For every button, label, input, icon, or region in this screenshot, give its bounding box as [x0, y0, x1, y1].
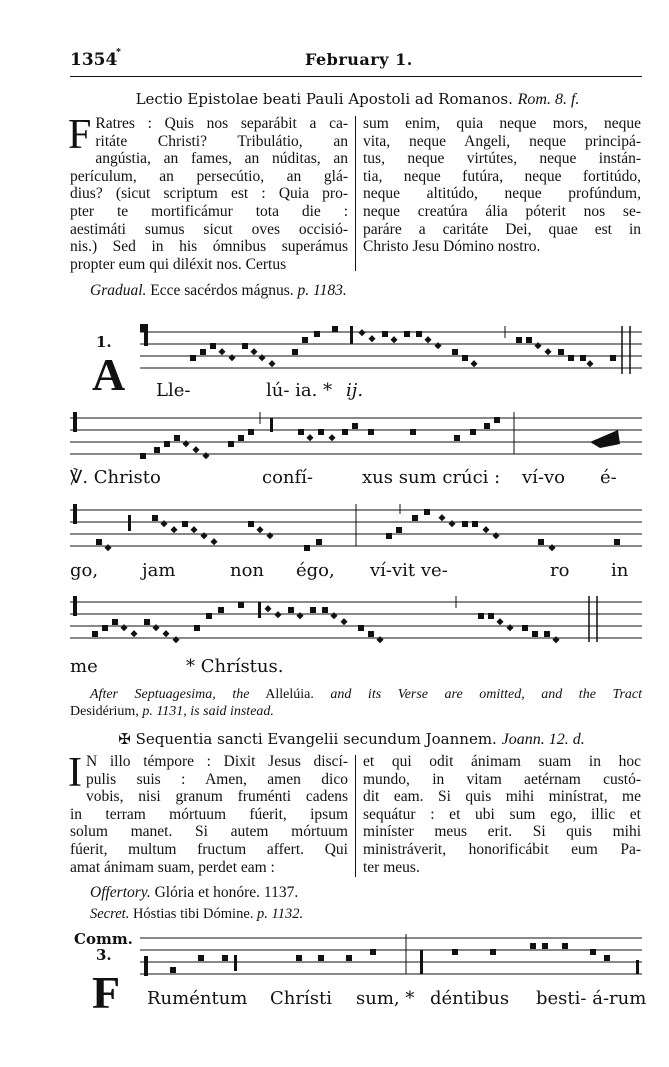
text-line: ministráverit, honorificábit eum Pa- — [363, 840, 641, 858]
lyric-syllable: ℣. Christo — [70, 467, 161, 488]
lyric-syllable: ro — [550, 560, 570, 581]
text-line: et qui odit ánimam suam in hoc — [363, 753, 641, 770]
text-line: vita, neque Angeli, neque principá- — [363, 132, 641, 150]
epistle-heading-text: Lectio Epistolae beati Pauli Apostoli ad Romanos. — [135, 90, 513, 108]
lyric-syllable: lú- ia. * — [266, 380, 333, 401]
lyrics-5 — [70, 988, 647, 1012]
gospel-heading-text: Sequentia sancti Evangelii secundum Joannem. — [135, 730, 497, 748]
staff-4 — [70, 592, 642, 648]
rubric-text: After Septuagesima, the — [90, 687, 250, 702]
offertory-label: Offertory. — [90, 884, 151, 901]
secret-ref: p. 1132. — [257, 906, 304, 922]
lyric-syllable: * Chrístus. — [186, 656, 284, 677]
gospel-initial: I — [68, 750, 82, 796]
text-line: fúerit, multum fructum affert. Qui — [70, 840, 348, 858]
offertory-ref: 1137. — [263, 884, 299, 901]
alleluia-number: 1. — [96, 333, 112, 351]
lyric-syllable: sum, * — [356, 988, 415, 1009]
text-line: perículum, an persecútio, an glá- — [70, 167, 348, 185]
epistle-right-column — [363, 115, 641, 256]
lyrics-1 — [70, 380, 642, 404]
communion-label: Comm. — [74, 930, 133, 948]
text-line: dit eam. Si quis mihi minístrat, me — [363, 788, 641, 806]
text-line: pter te mortificámur tota die : — [70, 202, 348, 220]
lyric-syllable: ij. — [346, 380, 364, 401]
staff-3 — [70, 500, 642, 556]
column-divider — [355, 116, 356, 271]
text-line: Christo Jesu Dómino nostro. — [363, 238, 541, 256]
lyric-syllable: Chrísti — [270, 988, 332, 1009]
lyric-syllable: ví-vo — [522, 467, 566, 488]
text-line: neque altitúdo, neque profúndum, — [363, 185, 641, 203]
lyric-syllable: in — [611, 560, 629, 581]
lyric-syllable: Ruméntum — [147, 988, 248, 1009]
text-line: sequátur : et ubi sum ego, illic et — [363, 805, 641, 823]
page-header — [70, 47, 640, 74]
text-line: miníster meus erit. Si quis mihi — [363, 823, 641, 841]
text-line: tia, neque futúra, neque fortitúdo, — [363, 167, 641, 185]
text-line: Ratres : Quis nos separábit a ca- — [95, 115, 348, 132]
gospel-right-column — [363, 753, 641, 876]
communion-initial: F — [92, 967, 121, 1018]
gradual-ref: p. 1183. — [297, 282, 347, 299]
text-line: ter meus. — [363, 858, 420, 876]
text-line: tus, neque virtútes, neque instán- — [363, 150, 641, 168]
gospel-heading — [64, 730, 639, 749]
epistle-ref: Rom. 8. f. — [517, 91, 580, 108]
text-line: neque creatúra ália póterit nos se- — [363, 202, 641, 220]
gospel-left-column — [68, 750, 348, 876]
page-title: February 1. — [305, 50, 413, 69]
gradual-label: Gradual. — [90, 282, 147, 299]
communion-number: 3. — [96, 946, 112, 964]
lyric-syllable: besti- á-rum — [536, 988, 647, 1009]
staff-2 — [70, 408, 642, 464]
lyric-syllable: xus sum crúci : — [362, 467, 501, 488]
column-divider — [355, 755, 356, 877]
lyrics-4 — [70, 656, 642, 680]
rubric-ref: p. 1131, — [142, 704, 187, 719]
gospel-ref: Joann. 12. d. — [501, 731, 585, 748]
rubric-text: is said instead. — [190, 704, 274, 719]
lyrics-2 — [70, 467, 642, 491]
page-number-mark: * — [116, 47, 121, 58]
text-line: propter eum qui diléxit nos. Certus — [70, 255, 287, 273]
offertory-line — [90, 884, 298, 902]
cross-icon: ✠ — [118, 730, 131, 748]
header-rule — [70, 76, 642, 77]
lyric-syllable: égo, — [296, 560, 335, 581]
secret-text: Hóstias tibi Dómine. — [132, 906, 254, 922]
lyric-syllable: déntibus — [430, 988, 510, 1009]
page-number: 1354 — [70, 50, 118, 70]
text-line: ritáte Christi? Tribulátio, an — [95, 132, 348, 150]
text-line: angústia, an fames, an núditas, an — [95, 150, 348, 168]
lyric-syllable: jam — [142, 560, 176, 581]
lyric-syllable: confí- — [262, 467, 314, 488]
alleluia-initial: A — [92, 349, 126, 400]
rubric-note — [70, 686, 642, 720]
text-line: pulis suis : Amen, amen dico — [86, 770, 348, 788]
epistle-initial: F — [68, 112, 92, 158]
lyrics-3 — [70, 560, 642, 584]
text-line: nis.) Sed in his ómnibus superámus — [70, 238, 348, 256]
lyric-syllable: Lle- — [156, 380, 191, 401]
lyric-syllable: non — [230, 560, 265, 581]
text-line: aestimáti sumus sicut oves occisió- — [70, 220, 348, 238]
rubric-word: Desidérium, — [70, 704, 139, 719]
epistle-left-column — [68, 112, 348, 273]
text-line: sum enim, quia neque mors, neque — [363, 115, 641, 132]
lyric-syllable: me — [70, 656, 98, 677]
rubric-text: and its Verse are omitted, and the Tract — [330, 687, 643, 702]
staff-5 — [70, 930, 642, 982]
offertory-text: Glória et honóre. — [154, 884, 261, 901]
lyric-syllable: é- — [600, 467, 617, 488]
text-line: dius? (sicut scriptum est : Quia pro- — [70, 185, 348, 203]
gradual-text: Ecce sacérdos mágnus. — [150, 282, 294, 299]
text-line: mundo, in vitam aetérnam custó- — [363, 770, 641, 788]
text-line: in terram mórtuum fúerit, ipsum — [70, 805, 348, 823]
lyric-syllable: go, — [70, 560, 99, 581]
epistle-heading — [70, 90, 645, 109]
staff-1 — [70, 318, 642, 374]
text-line: amat ánimam suam, perdet eam : — [70, 858, 275, 876]
text-line: vobis, nisi granum fruménti cadens — [86, 788, 348, 806]
secret-line — [90, 906, 303, 923]
rubric-word: Allelúia. — [265, 687, 314, 702]
gradual-line — [90, 282, 347, 300]
text-line: paráre a caritáte Dei, quae est in — [363, 220, 641, 238]
secret-label: Secret. — [90, 906, 130, 922]
lyric-syllable: ví-vit ve- — [370, 560, 448, 581]
text-line: solum manet. Si autem mórtuum — [70, 823, 348, 841]
text-line: N illo témpore : Dixit Jesus discí- — [86, 753, 348, 770]
